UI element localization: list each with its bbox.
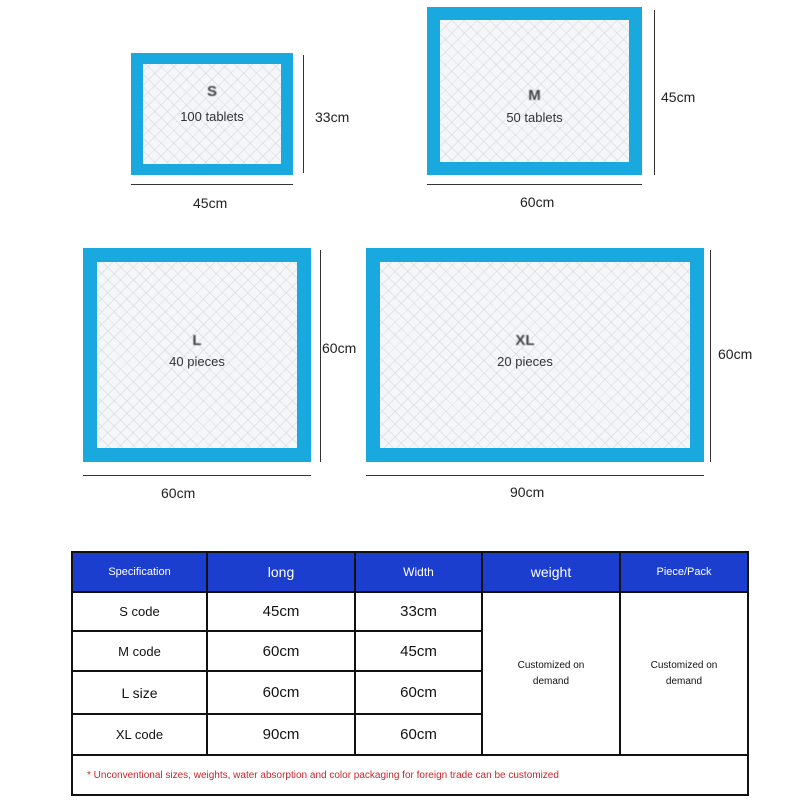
table-header-row [72,552,748,592]
pad-xl [366,248,704,462]
pad-l-height-label: 60cm [322,340,357,356]
pad-xl-height-label: 60cm [718,346,753,362]
header-specification: Specification [72,552,207,592]
pad-l-letter: L [192,332,202,349]
row-long: 60cm [207,631,355,671]
row-long: 45cm [207,592,355,631]
header-weight: weight [482,552,620,592]
pad-xl-width-line [366,475,704,476]
pad-s [131,53,293,175]
pad-l-width-line [83,475,311,476]
table-note: * Unconventional sizes, weights, water absorption and color packaging for foreign trade can be customized [72,755,748,795]
table-row [72,592,748,631]
pad-s-count: 100 tablets [180,109,244,124]
pack-value-text: Customized on demand [650,659,718,687]
row-spec: L size [72,671,207,714]
pad-m-height-line [654,10,655,175]
row-spec: S code [72,592,207,631]
pad-m-letter: M [528,87,541,104]
pad-s-height-line [303,55,304,173]
pad-xl-height-line [710,250,711,462]
pad-l [83,248,311,462]
header-piece-pack: Piece/Pack [620,552,748,592]
table-note-row [72,755,748,795]
pad-s-width-label: 45cm [193,195,228,211]
header-width: Width [355,552,482,592]
spec-table [71,551,749,796]
pad-m-count: 50 tablets [506,110,563,125]
row-width: 45cm [355,631,482,671]
row-long: 60cm [207,671,355,714]
row-width: 60cm [355,714,482,755]
row-spec: M code [72,631,207,671]
pad-xl-count: 20 pieces [497,354,553,369]
pad-xl-letter: XL [515,332,535,349]
pad-xl-width-label: 90cm [510,484,545,500]
pad-s-letter: S [206,83,217,100]
weight-value [482,592,620,755]
pad-m-width-label: 60cm [520,194,555,210]
pad-s-height-label: 33cm [315,109,350,125]
row-width: 33cm [355,592,482,631]
pad-m [427,7,642,175]
pack-value [620,592,748,755]
row-long: 90cm [207,714,355,755]
weight-value-text: Customized on demand [517,659,585,687]
pad-l-height-line [320,250,321,462]
pad-l-count: 40 pieces [169,354,225,369]
pad-s-width-line [131,184,293,185]
pad-m-height-label: 45cm [661,89,696,105]
header-long: long [207,552,355,592]
pad-l-width-label: 60cm [161,485,196,501]
row-width: 60cm [355,671,482,714]
row-spec: XL code [72,714,207,755]
pad-m-width-line [427,184,642,185]
